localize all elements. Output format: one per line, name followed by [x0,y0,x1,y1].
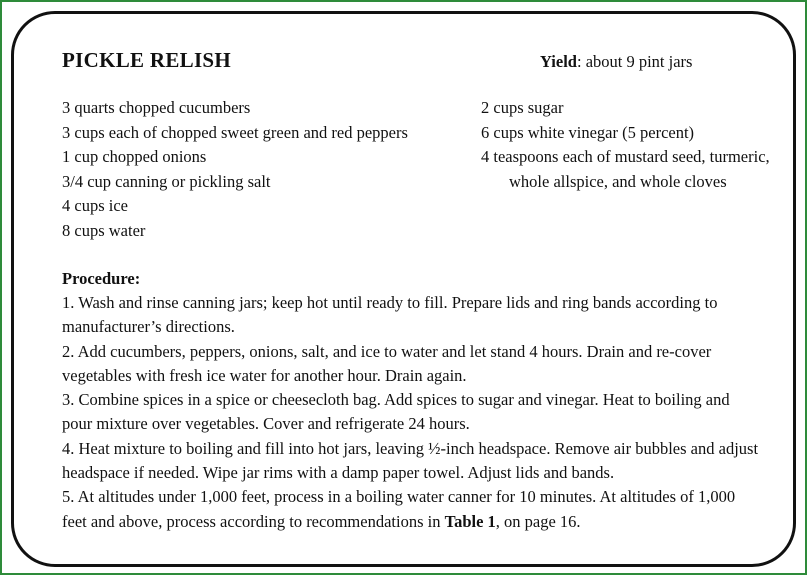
ingredient-item: 3 quarts chopped cucumbers [62,98,251,117]
recipe-title: PICKLE RELISH [62,48,232,72]
ingredient-item: 3 cups each of chopped sweet green and red peppers [62,122,408,142]
ingredients-left-column [62,96,408,243]
step5-text-end: , on page 16. [495,511,581,531]
procedure-step [62,485,762,534]
step5-text: 5. At altitudes under 1,000 feet, process in a boiling water canner for 10 minutes. At altitudes of 1,000 feet and above, process according to recommendations in [62,487,736,531]
ingredient-item: 2 cups sugar [481,98,564,117]
ingredient-item: 1 cup chopped onions [62,147,207,166]
ingredients-right-column [481,96,781,194]
ingredient-item: 8 cups water [62,220,146,240]
ingredient-item: 4 teaspoons each of mustard seed, turmeric, whole allspice, and whole cloves [481,147,770,191]
ingredient-item: 4 cups ice [62,196,128,215]
procedure-steps [62,291,762,534]
procedure-step: 2. Add cucumbers, peppers, onions, salt, and ice to water and let stand 4 hours. Drain and re-cover vegetables with fresh ice water for another hour. Drain again. [62,341,712,385]
ingredient-item: 6 cups white vinegar (5 percent) [481,122,695,142]
recipe-yield [540,52,692,72]
procedure-step: 1. Wash and rinse canning jars; keep hot until ready to fill. Prepare lids and ring bands according to manufacturer’s directions. [62,293,718,337]
procedure-step: 3. Combine spices in a spice or cheesecloth bag. Add spices to sugar and vinegar. Heat to boiling and pour mixture over vegetables. Cover and refrigerate 24 hours. [62,390,730,434]
procedure-step: 4. Heat mixture to boiling and fill into hot jars, leaving ½-inch headspace. Remove air bubbles and adjust headspace if needed. Wipe jar rims with a damp paper towel. Adjust lids and bands. [62,438,759,483]
ingredient-item: 3/4 cup canning or pickling salt [62,171,271,191]
table-reference: Table 1 [444,511,496,531]
yield-value: : about 9 pint jars [576,52,693,71]
yield-label: Yield [540,52,577,71]
procedure-heading: Procedure: [62,269,141,288]
